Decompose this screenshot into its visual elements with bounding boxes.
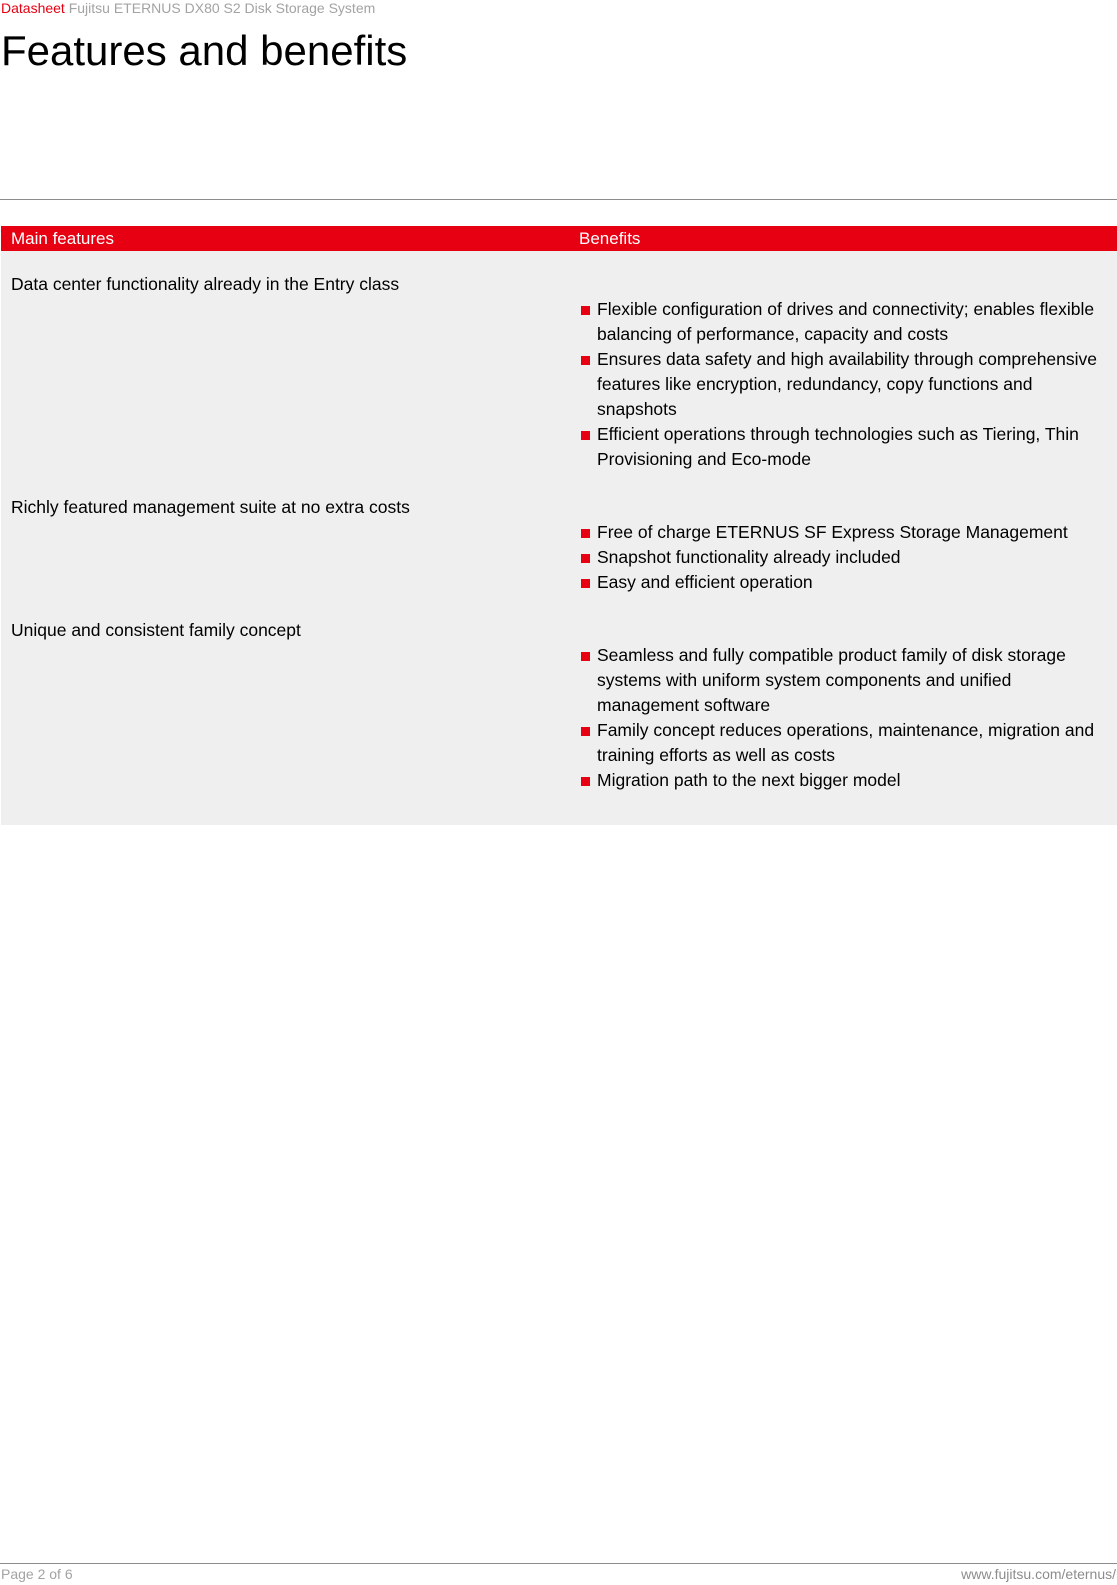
page-title: Features and benefits [1, 27, 408, 74]
column-header-features: Main features [11, 229, 114, 248]
column-header-benefits: Benefits [579, 229, 641, 248]
square-bullet-icon [581, 652, 590, 661]
benefit-text: Ensures data safety and high availability through comprehensive features like encryption, redundancy, copy functions and snapshots [597, 349, 1098, 419]
benefit-item [581, 297, 1111, 347]
square-bullet-icon [581, 356, 590, 365]
square-bullet-icon [581, 554, 590, 563]
benefit-text: Flexible configuration of drives and connectivity; enables flexible balancing of performance, capacity and costs [597, 299, 1095, 344]
square-bullet-icon [581, 727, 590, 736]
benefit-text: Easy and efficient operation [597, 572, 813, 592]
feature-title: Data center functionality already in the Entry class [11, 274, 400, 294]
square-bullet-icon [581, 529, 590, 538]
features-table [1, 226, 1117, 825]
benefit-list [581, 520, 1111, 595]
feature-title: Richly featured management suite at no extra costs [11, 497, 410, 517]
product-name: Fujitsu ETERNUS DX80 S2 Disk Storage System [68, 0, 376, 16]
benefit-list [581, 643, 1111, 793]
footer-url-link[interactable]: www.fujitsu.com/eternus/ [961, 1566, 1116, 1582]
benefit-text: Migration path to the next bigger model [597, 770, 901, 790]
benefit-item [581, 422, 1111, 472]
square-bullet-icon [581, 579, 590, 588]
benefit-item [581, 545, 1111, 570]
benefit-item [581, 718, 1111, 768]
benefit-item [581, 347, 1111, 422]
benefit-text: Snapshot functionality already included [597, 547, 901, 567]
benefit-text: Seamless and fully compatible product family of disk storage systems with uniform system components and unified management software [597, 645, 1066, 715]
title-divider [0, 199, 1117, 200]
benefit-item [581, 570, 1111, 595]
running-header [1, 0, 375, 16]
square-bullet-icon [581, 431, 590, 440]
doc-type-label: Datasheet [1, 0, 65, 16]
benefit-text: Family concept reduces operations, maintenance, migration and training efforts as well as costs [597, 720, 1095, 765]
square-bullet-icon [581, 306, 590, 315]
square-bullet-icon [581, 777, 590, 786]
table-header-row [1, 226, 1117, 251]
benefit-item [581, 520, 1111, 545]
benefit-text: Efficient operations through technologies such as Tiering, Thin Provisioning and Eco-mode [597, 424, 1079, 469]
benefit-text: Free of charge ETERNUS SF Express Storage Management [597, 522, 1068, 542]
benefit-list [581, 297, 1111, 472]
feature-title: Unique and consistent family concept [11, 620, 301, 640]
page-number: Page 2 of 6 [1, 1566, 73, 1582]
benefit-item [581, 768, 1111, 793]
benefit-item [581, 643, 1111, 718]
footer-divider [0, 1563, 1117, 1564]
